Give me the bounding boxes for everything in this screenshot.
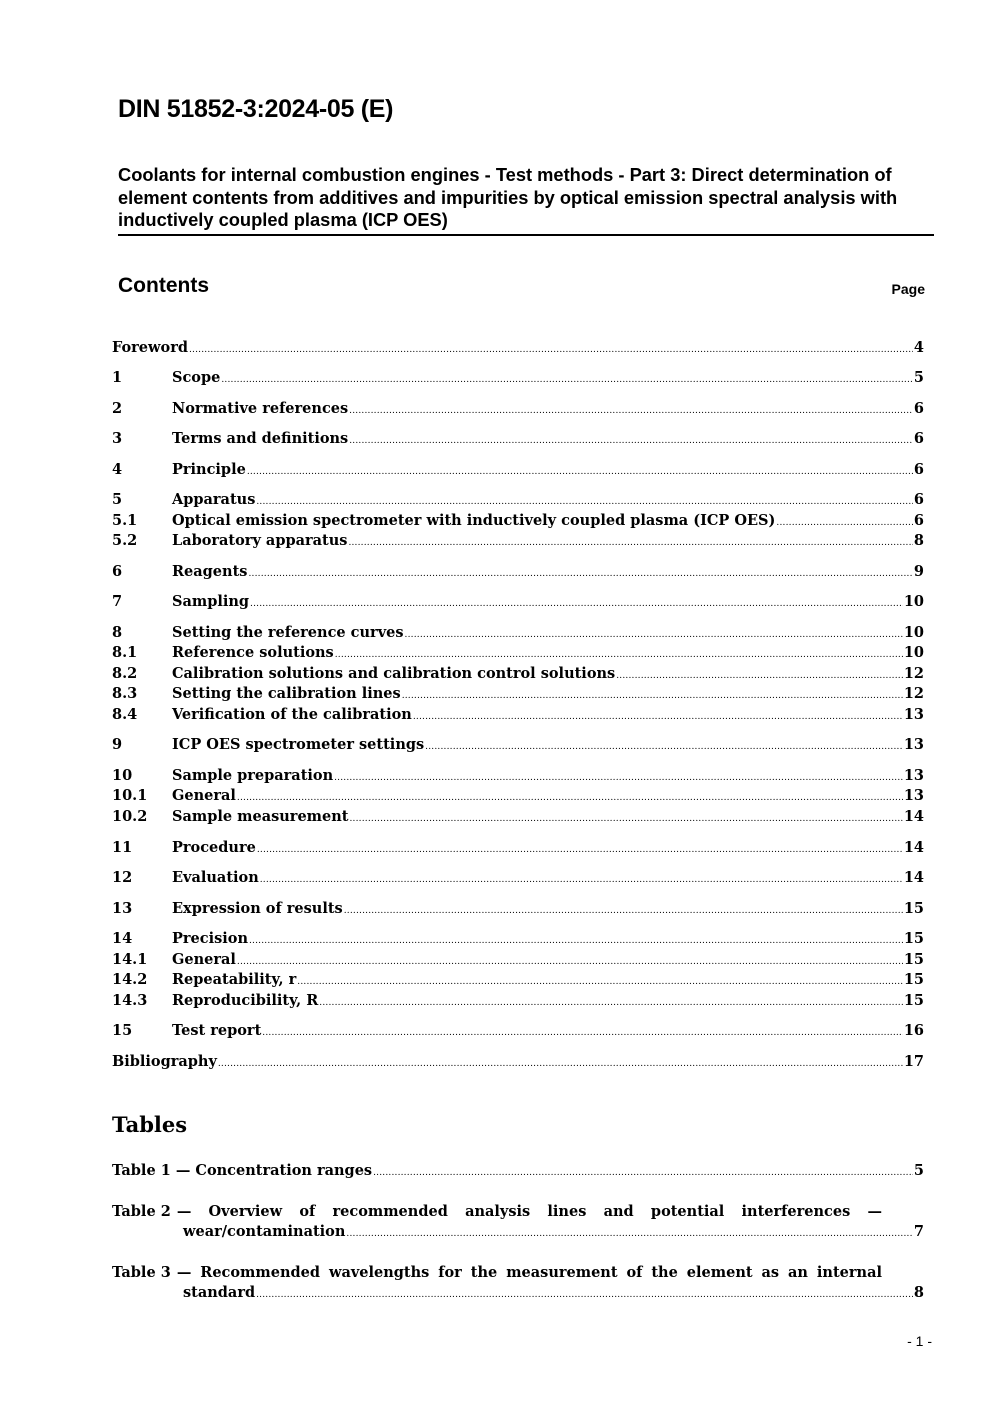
toc-entry-page: 8 xyxy=(913,532,924,549)
table-page: 8 xyxy=(913,1284,924,1301)
toc-entry-title: Test report xyxy=(172,1022,262,1039)
toc-leader-dots xyxy=(425,738,903,756)
toc-leader-dots xyxy=(218,1055,903,1073)
toc-entry-number: 14.2 xyxy=(112,971,148,988)
toc-entry-number: 9 xyxy=(112,736,123,753)
toc-entry[interactable] xyxy=(112,839,924,859)
toc-entry-title: Reproducibility, R xyxy=(172,992,319,1009)
toc-entry[interactable] xyxy=(112,900,924,920)
toc-entry-number: 11 xyxy=(112,839,133,856)
toc-entry-title: ICP OES spectrometer settings xyxy=(172,736,425,753)
toc-entry-number: 10.2 xyxy=(112,808,148,825)
toc-entry[interactable] xyxy=(112,706,924,726)
toc-leader-dots xyxy=(402,687,903,705)
toc-entry[interactable] xyxy=(112,736,924,756)
toc-entry[interactable] xyxy=(112,644,924,664)
toc-entry-page: 14 xyxy=(903,869,924,886)
toc-entry[interactable] xyxy=(112,400,924,420)
toc-entry-number: 3 xyxy=(112,430,123,447)
toc-entry[interactable] xyxy=(112,787,924,807)
table-list-entry[interactable] xyxy=(112,1161,924,1183)
toc-leader-dots xyxy=(249,932,903,950)
table-title: — Concentration ranges xyxy=(175,1162,373,1179)
table-title: — Overview of recommended analysis lines and potential interferences — xyxy=(176,1203,882,1220)
toc-entry[interactable] xyxy=(112,1022,924,1042)
toc-entry-number: 7 xyxy=(112,593,123,610)
toc-leader-dots xyxy=(260,871,903,889)
table-page: 7 xyxy=(913,1223,924,1240)
toc-entry-title: Scope xyxy=(172,369,221,386)
toc-leader-dots xyxy=(237,789,903,807)
table-label: Table 2 xyxy=(112,1203,171,1220)
toc-entry-number: 10.1 xyxy=(112,787,148,804)
toc-entry-page: 15 xyxy=(903,930,924,947)
toc-entry-title: Procedure xyxy=(172,839,256,856)
toc-leader-dots xyxy=(373,1163,913,1183)
table-title-line xyxy=(112,1202,882,1222)
toc-leader-dots xyxy=(189,341,913,359)
document-title: Coolants for internal combustion engines - Test methods - Part 3: Direct determination of element contents from additives and impurities by optical emission spectral analysis with inductively coupled plasma (ICP OES) xyxy=(118,164,934,236)
toc-entry-title: Normative references xyxy=(172,400,349,417)
toc-entry-title: Sample preparation xyxy=(172,767,334,784)
contents-heading: Contents xyxy=(118,274,209,297)
toc-entry-title: General xyxy=(172,787,236,804)
table-title-continuation: wear/contamination xyxy=(183,1223,346,1240)
toc-entry[interactable] xyxy=(112,951,924,971)
toc-entry-title: General xyxy=(172,951,236,968)
toc-entry-page: 13 xyxy=(903,787,924,804)
toc-entry-page: 6 xyxy=(913,430,924,447)
toc-entry[interactable] xyxy=(112,624,924,644)
toc-entry-page: 14 xyxy=(903,839,924,856)
toc-entry-title: Calibration solutions and calibration control solutions xyxy=(172,665,616,682)
toc-entry-page: 6 xyxy=(913,461,924,478)
toc-leader-dots xyxy=(344,902,903,920)
toc-leader-dots xyxy=(348,534,912,552)
toc-entry-number: 8.2 xyxy=(112,665,138,682)
toc-entry-title: Expression of results xyxy=(172,900,343,917)
toc-entry-page: 6 xyxy=(913,400,924,417)
document-id: DIN 51852-3:2024-05 (E) xyxy=(118,95,394,123)
toc-entry-number: 15 xyxy=(112,1022,133,1039)
toc-entry[interactable] xyxy=(112,808,924,828)
toc-entry-title: Reference solutions xyxy=(172,644,334,661)
table-label: Table 1 xyxy=(112,1162,171,1179)
toc-entry-title: Reagents xyxy=(172,563,248,580)
toc-entry-title: Bibliography xyxy=(112,1053,217,1070)
toc-leader-dots xyxy=(335,646,903,664)
page-column-label: Page xyxy=(891,281,925,297)
toc-entry[interactable] xyxy=(112,992,924,1012)
toc-entry-page: 5 xyxy=(913,369,924,386)
table-title: — Recommended wavelengths for the measurement of the element as an internal xyxy=(176,1264,882,1281)
toc-entry-title: Laboratory apparatus xyxy=(172,532,348,549)
table-page: 5 xyxy=(913,1162,924,1179)
toc-leader-dots xyxy=(257,841,903,859)
toc-entry-title: Sample measurement xyxy=(172,808,349,825)
toc-entry-page: 9 xyxy=(913,563,924,580)
toc-leader-dots xyxy=(297,973,903,991)
toc-entry-title: Setting the calibration lines xyxy=(172,685,401,702)
toc-leader-dots xyxy=(334,769,903,787)
toc-entry-page: 16 xyxy=(903,1022,924,1039)
table-label: Table 3 xyxy=(112,1264,171,1281)
toc-entry-number: 12 xyxy=(112,869,133,886)
toc-entry-number: 8.1 xyxy=(112,644,138,661)
toc-entry-number: 8 xyxy=(112,624,123,641)
toc-entry-number: 13 xyxy=(112,900,133,917)
toc-entry-title: Sampling xyxy=(172,593,250,610)
toc-entry[interactable] xyxy=(112,665,924,685)
toc-entry-title: Setting the reference curves xyxy=(172,624,404,641)
toc-entry[interactable] xyxy=(112,532,924,552)
toc-entry-number: 4 xyxy=(112,461,123,478)
table-title-line xyxy=(112,1263,882,1283)
toc-leader-dots xyxy=(250,595,903,613)
toc-leader-dots xyxy=(405,626,903,644)
toc-leader-dots xyxy=(248,565,912,583)
toc-leader-dots xyxy=(256,493,913,511)
toc-leader-dots xyxy=(776,514,913,532)
toc-entry-page: 10 xyxy=(903,593,924,610)
toc-leader-dots xyxy=(247,463,913,481)
toc-entry-number: 2 xyxy=(112,400,123,417)
toc-entry-number: 14 xyxy=(112,930,133,947)
toc-entry-page: 12 xyxy=(903,665,924,682)
toc-leader-dots xyxy=(413,708,903,726)
toc-entry[interactable] xyxy=(112,430,924,450)
toc-entry-page: 15 xyxy=(903,992,924,1009)
toc-entry-number: 5.2 xyxy=(112,532,138,549)
toc-entry-number: 14.3 xyxy=(112,992,148,1009)
toc-entry[interactable] xyxy=(112,930,924,950)
toc-leader-dots xyxy=(319,994,903,1012)
toc-entry-page: 15 xyxy=(903,951,924,968)
toc-entry[interactable] xyxy=(112,369,924,389)
toc-leader-dots xyxy=(349,432,913,450)
toc-entry-page: 4 xyxy=(913,339,924,356)
toc-entry-number: 1 xyxy=(112,369,123,386)
toc-leader-dots xyxy=(221,371,913,389)
toc-entry-number: 8.3 xyxy=(112,685,138,702)
toc-entry[interactable] xyxy=(112,971,924,991)
toc-entry-page: 10 xyxy=(903,644,924,661)
table-list-entry[interactable] xyxy=(112,1202,924,1244)
toc-entry-page: 6 xyxy=(913,491,924,508)
toc-entry-page: 14 xyxy=(903,808,924,825)
toc-entry-title: Terms and definitions xyxy=(172,430,349,447)
toc-leader-dots xyxy=(616,667,903,685)
toc-entry-title: Verification of the calibration xyxy=(172,706,412,723)
toc-leader-dots xyxy=(349,402,913,420)
toc-entry-number: 5 xyxy=(112,491,123,508)
table-title-continuation: standard xyxy=(183,1284,256,1301)
toc-entry-page: 13 xyxy=(903,767,924,784)
toc-entry-page: 15 xyxy=(903,900,924,917)
toc-entry-page: 13 xyxy=(903,706,924,723)
toc-entry-number: 5.1 xyxy=(112,512,138,529)
toc-entry-page: 15 xyxy=(903,971,924,988)
toc-leader-dots xyxy=(349,810,902,828)
toc-entry-bibliography[interactable] xyxy=(112,1053,924,1073)
toc-entry-number: 6 xyxy=(112,563,123,580)
toc-entry-title: Evaluation xyxy=(172,869,259,886)
toc-entry[interactable] xyxy=(112,685,924,705)
footer-page-number: - 1 - xyxy=(907,1333,932,1349)
toc-entry-title: Repeatability, r xyxy=(172,971,297,988)
toc-entry[interactable] xyxy=(112,512,924,532)
toc-leader-dots xyxy=(256,1285,913,1305)
toc-leader-dots xyxy=(262,1024,903,1042)
toc-entry[interactable] xyxy=(112,593,924,613)
toc-entry-number: 10 xyxy=(112,767,133,784)
toc-entry-title: Apparatus xyxy=(172,491,256,508)
toc-entry-page: 10 xyxy=(903,624,924,641)
toc-entry-title: Foreword xyxy=(112,339,188,356)
toc-entry[interactable] xyxy=(112,491,924,511)
toc-entry-title: Precision xyxy=(172,930,248,947)
toc-leader-dots xyxy=(346,1224,913,1244)
toc-entry-foreword[interactable] xyxy=(112,339,924,359)
toc-entry-title: Optical emission spectrometer with inductively coupled plasma (ICP OES) xyxy=(172,512,776,529)
toc-entry[interactable] xyxy=(112,767,924,787)
toc-entry-title: Principle xyxy=(172,461,246,478)
toc-entry[interactable] xyxy=(112,563,924,583)
toc-entry-number: 14.1 xyxy=(112,951,148,968)
toc-leader-dots xyxy=(237,953,903,971)
table-list-entry[interactable] xyxy=(112,1263,924,1305)
toc-entry[interactable] xyxy=(112,869,924,889)
toc-entry-page: 12 xyxy=(903,685,924,702)
toc-entry-number: 8.4 xyxy=(112,706,138,723)
toc-entry-page: 13 xyxy=(903,736,924,753)
toc-entry-page: 17 xyxy=(903,1053,924,1070)
toc-entry[interactable] xyxy=(112,461,924,481)
toc-entry-page: 6 xyxy=(913,512,924,529)
tables-heading: Tables xyxy=(112,1112,188,1137)
